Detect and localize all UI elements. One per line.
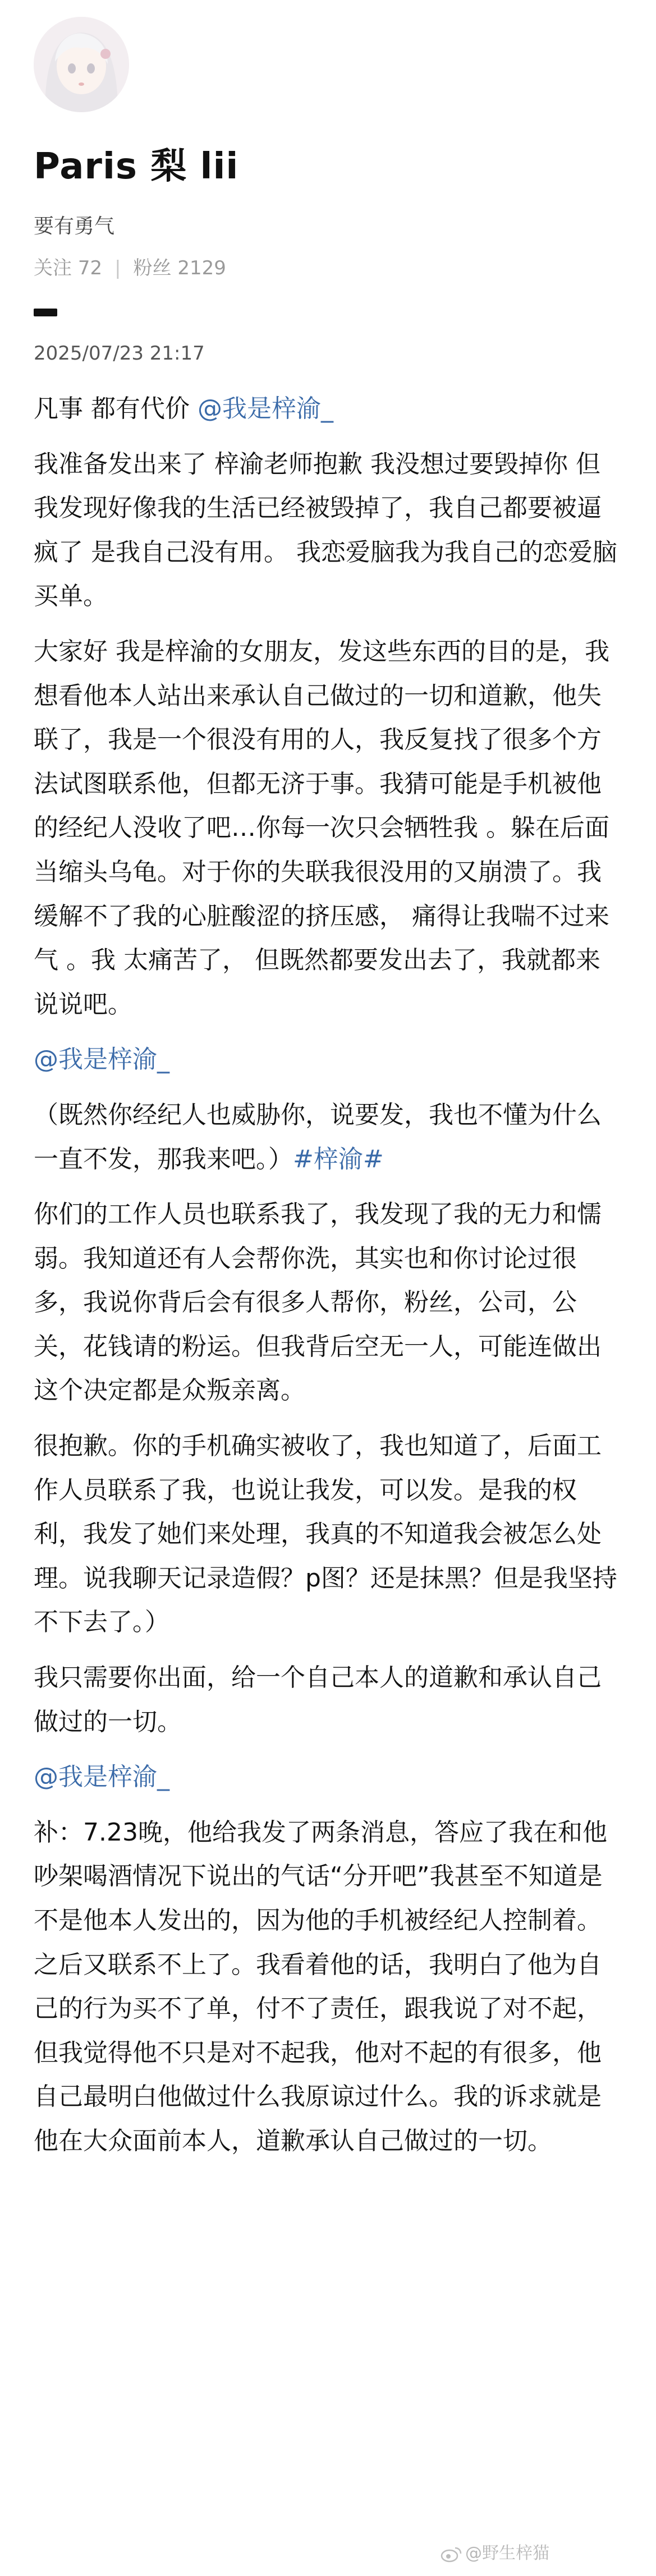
post-timestamp: 2025/07/23 21:17 [34, 342, 205, 365]
hashtag-link[interactable]: #梓渝# [293, 1144, 384, 1174]
profile-bio: 要有勇气 [34, 215, 115, 238]
profile-username[interactable]: Paris 梨 lii [34, 146, 239, 187]
following-count[interactable]: 72 [77, 257, 103, 279]
followers-count[interactable]: 2129 [177, 257, 226, 279]
post-paragraph: 补：7.23晚，他给我发了两条消息，答应了我在和他吵架喝酒情况下说出的气话“分开吧”我甚至不知道是不是他本人发出的，因为他的手机被经纪人控制着。之后又联系不上了。我看着他的话，我明白了他为自己的行为买不了单，付不了责任，跟我说了对不起，但我觉得他不只是对不起我，他对不起的有很多，他自己最明白他做过什么我原谅过什么。我的诉求就是他在大众面前本人，道歉承认自己做过的一切。 [34, 1818, 607, 2155]
stats-separator: | [114, 257, 121, 279]
post-paragraph [34, 1038, 623, 1082]
post-paragraph: 你们的工作人员也联系我了，我发现了我的无力和懦弱。我知道还有人会帮你洗，其实也和你讨论过很多，我说你背后会有很多人帮你，粉丝，公司，公关，花钱请的粉运。但我背后空无一人，可能连做出这个决定都是众叛亲离。 [34, 1200, 602, 1405]
post-paragraph: 我准备发出来了 梓渝老师抱歉 我没想过要毁掉你 但我发现好像我的生活已经被毁掉了，我自己都要被逼疯了 是我自己没有用。 我恋爱脑我为我自己的恋爱脑买单。 [34, 449, 617, 611]
post-text: （既然你经纪人也威胁你，说要发，我也不懂为什么一直不发，那我来吧。） [34, 1100, 602, 1174]
avatar[interactable] [34, 17, 129, 112]
section-divider [34, 309, 57, 316]
post-content [34, 387, 623, 2175]
followers-label[interactable]: 粉丝 [133, 257, 172, 279]
post-paragraph: 很抱歉。你的手机确实被收了，我也知道了，后面工作人员联系了我，也说让我发，可以发。是我的权利，我发了她们来处理，我真的不知道我会被怎么处理。说我聊天记录造假？p图？还是抹黑？但是我坚持不下去了。） [34, 1432, 617, 1637]
user-mention-link[interactable]: @我是梓渝_ [34, 1763, 169, 1792]
user-mention-link[interactable]: @我是梓渝_ [197, 394, 333, 423]
post-paragraph [34, 1093, 623, 1181]
post-paragraph: 大家好 我是梓渝的女朋友，发这些东西的目的是，我想看他本人站出来承认自己做过的一切和道歉，他失联了，我是一个很没有用的人，我反复找了很多个方法试图联系他，但都无济于事。我猜可能是手机被他的经纪人没收了吧…你每一次只会牺牲我 。躲在后面当缩头乌龟。对于你的失联我很没用的又崩溃了。我缓解不了我的心脏酸涩的挤压感， 痛得让我喘不过来气 。我 太痛苦了， 但既然都要发出去了，我就都来说说吧。 [34, 637, 609, 1019]
weibo-icon [441, 2546, 462, 2563]
post-text: 凡事 都有代价 [34, 394, 198, 423]
post-paragraph [34, 1755, 623, 1800]
profile-stats [34, 252, 226, 280]
watermark-text: @野生梓猫 [465, 2543, 549, 2563]
post-paragraph [34, 387, 623, 431]
anime-girl-avatar-icon [34, 17, 129, 112]
post-paragraph: 我只需要你出面，给一个自己本人的道歉和承认自己做过的一切。 [34, 1663, 602, 1736]
following-label[interactable]: 关注 [34, 257, 72, 279]
watermark [441, 2539, 549, 2564]
user-mention-link[interactable]: @我是梓渝_ [34, 1045, 169, 1074]
